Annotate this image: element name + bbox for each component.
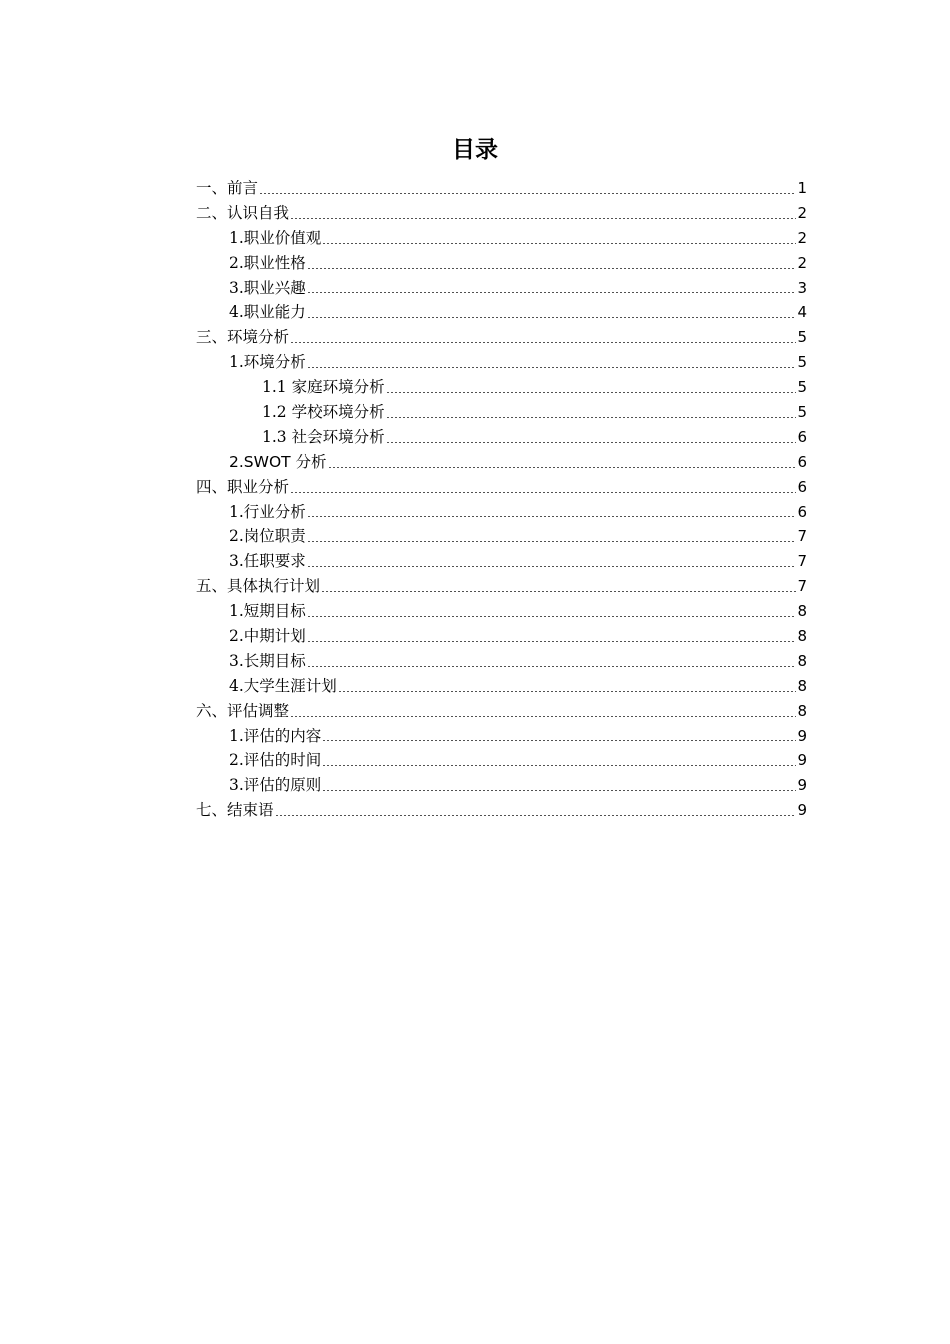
toc-entry-conclusion[interactable] xyxy=(196,798,807,823)
toc-page-number: 2 xyxy=(797,253,807,272)
toc-entry-preface[interactable] xyxy=(196,176,807,201)
toc-page-number: 2 xyxy=(797,203,807,222)
toc-dot-leader xyxy=(290,342,796,343)
toc-entry-text: 三、环境分析 xyxy=(196,328,290,347)
toc-title: 目录 xyxy=(452,137,498,163)
toc-dot-leader xyxy=(322,790,796,791)
toc-page-number: 8 xyxy=(797,651,807,670)
toc-page-number: 6 xyxy=(797,502,807,521)
toc-entry-text: 2.职业性格 xyxy=(229,253,306,272)
toc-page-number: 1 xyxy=(797,179,807,197)
toc-page-number: 8 xyxy=(797,701,807,720)
toc-page-number: 2 xyxy=(797,228,807,247)
toc-entry-text: 3.任职要求 xyxy=(229,552,306,571)
toc-entry-text: 2.评估的时间 xyxy=(229,751,322,770)
toc-entry-text: 1.短期目标 xyxy=(229,602,306,621)
toc-entry-text: 3.职业兴趣 xyxy=(229,278,306,297)
toc-dot-leader xyxy=(386,417,797,418)
toc-dot-leader xyxy=(307,566,797,567)
toc-dot-leader xyxy=(307,268,797,269)
toc-entry-text: 六、评估调整 xyxy=(196,701,290,720)
toc-entry-text: 一、前言 xyxy=(196,179,259,197)
toc-entry-mid-term-plan[interactable] xyxy=(196,624,807,649)
toc-page-number: 7 xyxy=(797,552,807,571)
toc-dot-leader xyxy=(259,193,796,194)
toc-entry-environment-subsection[interactable] xyxy=(196,350,807,375)
toc-entry-environment-analysis[interactable] xyxy=(196,325,807,350)
toc-dot-leader xyxy=(307,616,797,617)
toc-entry-text: 五、具体执行计划 xyxy=(196,577,321,596)
toc-dot-leader xyxy=(322,765,796,766)
toc-dot-leader xyxy=(338,691,797,692)
toc-entry-long-term-goals[interactable] xyxy=(196,649,807,674)
toc-page-number: 9 xyxy=(797,801,807,820)
toc-entry-evaluation-content[interactable] xyxy=(196,724,807,749)
toc-dot-leader xyxy=(275,815,797,816)
toc-dot-leader xyxy=(307,516,797,517)
toc-entry-text: 2.岗位职责 xyxy=(229,527,306,546)
toc-entry-text: 4.职业能力 xyxy=(229,303,306,322)
toc-page-number: 9 xyxy=(797,776,807,795)
toc-page-number: 7 xyxy=(797,527,807,546)
toc-entry-career-values[interactable] xyxy=(196,226,807,251)
toc-page-number: 8 xyxy=(797,602,807,621)
toc-entry-text: 1.2 学校环境分析 xyxy=(262,403,385,422)
toc-entry-text: 1.3 社会环境分析 xyxy=(262,427,385,446)
toc-page-number: 7 xyxy=(797,577,807,596)
toc-dot-leader xyxy=(307,292,797,293)
toc-entry-career-abilities[interactable] xyxy=(196,300,807,325)
toc-entry-evaluation-principles[interactable] xyxy=(196,773,807,798)
toc-entry-text: 二、认识自我 xyxy=(196,203,290,222)
toc-page-number: 6 xyxy=(797,452,807,471)
toc-dot-leader xyxy=(322,740,796,741)
toc-page-number: 9 xyxy=(797,726,807,745)
toc-entry-text: 3.评估的原则 xyxy=(229,776,322,795)
toc-page-number: 6 xyxy=(797,427,807,446)
toc-list xyxy=(196,176,807,823)
toc-page-number: 5 xyxy=(797,378,807,397)
toc-dot-leader xyxy=(322,243,796,244)
toc-dot-leader xyxy=(290,492,796,493)
toc-entry-career-personality[interactable] xyxy=(196,251,807,276)
toc-entry-text: 1.职业价值观 xyxy=(229,228,322,247)
toc-entry-text: 2.SWOT 分析 xyxy=(229,452,327,471)
toc-entry-short-term-goals[interactable] xyxy=(196,599,807,624)
toc-page-number: 8 xyxy=(797,676,807,695)
toc-dot-leader xyxy=(290,716,796,717)
toc-dot-leader xyxy=(307,666,797,667)
toc-entry-text: 4.大学生涯计划 xyxy=(229,676,337,695)
toc-dot-leader xyxy=(321,591,796,592)
toc-dot-leader xyxy=(307,317,797,318)
toc-entry-swot-analysis[interactable] xyxy=(196,450,807,475)
toc-page-number: 9 xyxy=(797,751,807,770)
toc-entry-text: 1.评估的内容 xyxy=(229,726,322,745)
toc-entry-family-environment[interactable] xyxy=(196,375,807,400)
toc-entry-execution-plan[interactable] xyxy=(196,574,807,599)
toc-entry-evaluation-adjustment[interactable] xyxy=(196,699,807,724)
toc-page-number: 6 xyxy=(797,477,807,496)
toc-entry-college-career-plan[interactable] xyxy=(196,674,807,699)
toc-entry-social-environment[interactable] xyxy=(196,425,807,450)
toc-entry-job-duties[interactable] xyxy=(196,524,807,549)
toc-page-number: 5 xyxy=(797,328,807,347)
toc-dot-leader xyxy=(307,541,797,542)
toc-dot-leader xyxy=(307,641,797,642)
toc-entry-text: 1.1 家庭环境分析 xyxy=(262,378,385,397)
toc-entry-text: 2.中期计划 xyxy=(229,627,306,646)
toc-dot-leader xyxy=(307,367,797,368)
toc-entry-text: 四、职业分析 xyxy=(196,477,290,496)
toc-entry-text: 1.环境分析 xyxy=(229,353,306,372)
toc-page-number: 5 xyxy=(797,353,807,372)
toc-page-number: 5 xyxy=(797,403,807,422)
toc-entry-industry-analysis[interactable] xyxy=(196,500,807,525)
toc-entry-text: 1.行业分析 xyxy=(229,502,306,521)
toc-dot-leader xyxy=(386,442,797,443)
toc-dot-leader xyxy=(290,218,796,219)
toc-entry-text: 七、结束语 xyxy=(196,801,274,820)
toc-entry-self-awareness[interactable] xyxy=(196,201,807,226)
toc-entry-text: 3.长期目标 xyxy=(229,651,306,670)
toc-page-number: 8 xyxy=(797,627,807,646)
toc-entry-evaluation-time[interactable] xyxy=(196,748,807,773)
toc-page-number: 4 xyxy=(797,303,807,322)
toc-dot-leader xyxy=(328,467,797,468)
toc-entry-career-analysis[interactable] xyxy=(196,475,807,500)
toc-entry-school-environment[interactable] xyxy=(196,400,807,425)
toc-dot-leader xyxy=(386,392,797,393)
toc-entry-job-requirements[interactable] xyxy=(196,549,807,574)
toc-page-number: 3 xyxy=(797,278,807,297)
toc-entry-career-interests[interactable] xyxy=(196,276,807,301)
